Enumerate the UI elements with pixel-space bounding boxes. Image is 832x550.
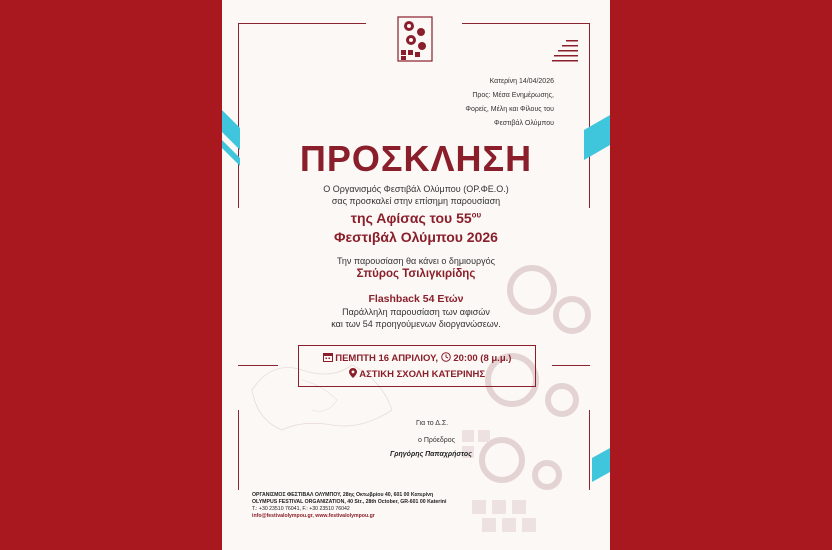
location-pin-icon — [349, 368, 357, 378]
page-title: ΠΡΟΣΚΛΗΣΗ — [299, 138, 533, 179]
frame-top-right-h — [462, 23, 590, 24]
stripes-decoration — [552, 40, 578, 62]
frame-left-lower-v — [238, 410, 239, 490]
flashback-title: Flashback 54 Ετών — [368, 293, 464, 305]
presenter-intro: Την παρουσίαση θα κάνει ο δημιουργός — [337, 256, 495, 266]
footer-line-3: T.: +30 23510 76041, F.: +30 23510 76042 — [252, 506, 350, 512]
cyan-accent-right-lower — [592, 448, 610, 482]
event-time: 20:00 (8 μ.μ.) — [453, 353, 512, 364]
presenter-name: Σπύρος Τσιλιγκιρίδης — [356, 268, 476, 280]
recipients-line-2: Φορείς, Μέλη και Φίλους του — [465, 106, 554, 113]
calendar-icon — [323, 352, 333, 362]
intro-line-2: σας προσκαλεί στην επίσημη παρουσίαση — [331, 196, 501, 206]
invitation-poster — [222, 0, 610, 550]
event-venue: ΑΣΤΙΚΗ ΣΧΟΛΗ ΚΑΤΕΡΙΝΗΣ — [359, 369, 486, 380]
footer-line-2: OLYMPUS FESTIVAL ORGANIZATION, 40 Str., 28th October, GR-601 00 Katerini — [252, 499, 447, 505]
event-date: ΠΕΜΠΤΗ 16 ΑΠΡΙΛΙΟΥ, — [335, 353, 439, 364]
flashback-line-2: και των 54 προηγούμενων διοργανώσεων. — [331, 319, 501, 329]
headline-line-2: Φεστιβάλ Ολύμπου 2026 — [334, 229, 498, 245]
recipients-line-1: Προς: Μέσα Ενημέρωσης, — [472, 92, 554, 99]
event-right-tick — [552, 365, 590, 366]
event-details-box — [298, 345, 536, 387]
date-line: Κατερίνη 14/04/2026 — [489, 78, 554, 85]
event-left-tick — [238, 365, 278, 366]
recipients-line-3: Φεστιβάλ Ολύμπου — [494, 120, 554, 127]
flashback-line-1: Παράλληλη παρουσίαση των αφισών — [342, 307, 490, 317]
signature-name: Γρηγόρης Παπαχρήστος — [390, 451, 472, 458]
event-datetime — [299, 352, 535, 364]
headline-superscript: ου — [471, 210, 482, 220]
frame-top-left-h — [238, 23, 366, 24]
event-venue-line — [299, 368, 535, 380]
clock-icon — [441, 352, 451, 362]
signature-for: Για το Δ.Σ. — [416, 420, 449, 427]
footer-line-1: ΟΡΓΑΝΙΣΜΟΣ ΦΕΣΤΙΒΑΛ ΟΛΥΜΠΟΥ, 28ης Οκτωβρίου 40, 601 00 Κατερίνη — [252, 492, 434, 498]
frame-right-lower-v — [589, 410, 590, 490]
headline-line-1: της Αφίσας του $55^{o\upsilon}$ — [350, 210, 482, 226]
signature-role: ο Πρόεδρος — [418, 437, 456, 444]
intro-line-1: Ο Οργανισμός Φεστιβάλ Ολύμπου (ΟΡ.ΦΕ.Ο.) — [323, 184, 509, 194]
orfeo-logo-icon — [397, 16, 433, 62]
footer-line-4: info@festivalolympou.gr, www.festivalolympou.gr — [252, 513, 375, 519]
